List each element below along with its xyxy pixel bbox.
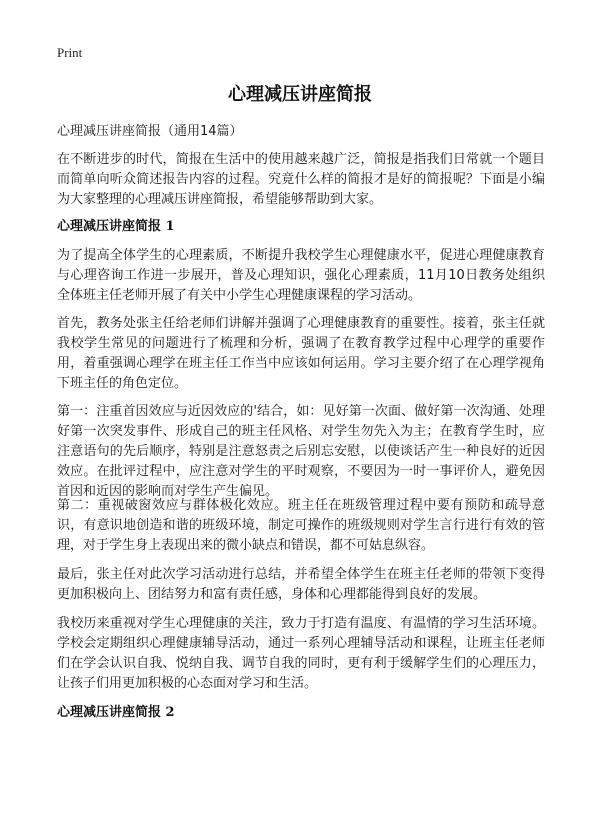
section-heading-1: 心理减压讲座简报 1 xyxy=(57,219,175,234)
section-1-paragraph-6: 我校历来重视对学生心理健康的关注，致力于打造有温度、有温情的学习生活环境。学校会定期组织心理健康辅导活动，通过一系列心理辅导活动和课程，让班主任老师们在学会认识自我、悦纳自我、调节自我的同时，更有利于缓解学生们的心理压力，让孩子们用更加积极的心态面对学习和生活。 xyxy=(57,616,545,691)
section-1-paragraph-4: 第二：重视破窗效应与群体极化效应。班主任在班级管理过程中要有预防和疏导意识，有意识地创造和谐的班级环境，制定可操作的班级规则对学生言行进行有效的管理，对于学生身上表现出来的微小缺点和错误，都不可姑息纵容。 xyxy=(57,498,545,553)
document-subtitle: 心理减压讲座简报（通用14篇） xyxy=(57,124,243,139)
print-link[interactable]: Print xyxy=(57,45,83,60)
page-title: 心理减压讲座简报 xyxy=(228,84,372,105)
section-1-paragraph-5: 最后，张主任对此次学习活动进行总结，并希望全体学生在班主任老师的带领下变得更加积极向上、团结努力和富有责任感，身体和心理都能得到良好的发展。 xyxy=(57,567,545,602)
section-heading-2: 心理减压讲座简报 2 xyxy=(57,705,175,720)
section-1-paragraph-2: 首先，教务处张主任给老师们讲解并强调了心理健康教育的重要性。接着，张主任就我校学生常见的问题进行了梳理和分析，强调了在教育教学过程中心理学的重要作用，着重强调心理学在班主任工作当中应该如何运用。学习主要介绍了在心理学视角下班主任的角色定位。 xyxy=(57,316,545,391)
section-1-paragraph-3: 第一：注重首因效应与近因效应的'结合，如：见好第一次面、做好第一次沟通、处理好第一次突发事件、形成自己的班主任风格、对学生勿先入为主；在教育学生时，应注意语句的先后顺序，特别是注意怒责之后别忘安慰，以使谈话产生一种良好的近因效应。在批评过程中，应注意对学生的平时观察，不要因为一时一事评价人，避免因首因和近因的影响而对学生产生偏见。 xyxy=(57,404,545,499)
intro-paragraph: 在不断进步的时代，简报在生活中的使用越来越广泛，简报是指我们日常就一个题目而简单向听众简述报告内容的过程。究竟什么样的简报才是好的简报呢？下面是小编为大家整理的心理减压讲座简报，希望能够帮助到大家。 xyxy=(57,152,545,207)
section-1-paragraph-1: 为了提高全体学生的心理素质，不断提升我校学生心理健康水平，促进心理健康教育与心理咨询工作进一步展开，普及心理知识，强化心理素质，11月10日教务处组织全体班主任老师开展了有关中小学生心理健康课程的学习活动。 xyxy=(57,248,545,303)
